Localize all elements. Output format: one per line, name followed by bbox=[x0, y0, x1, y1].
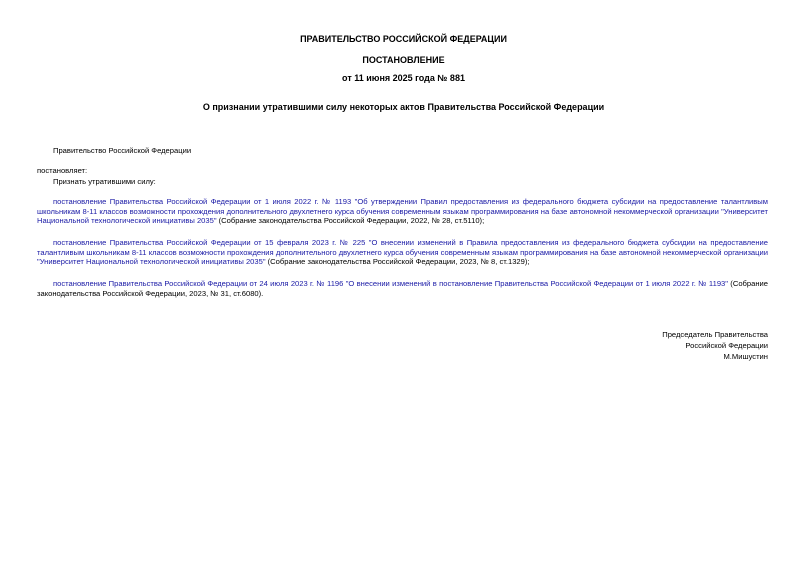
intro-text: Правительство Российской Федерации bbox=[53, 146, 192, 155]
doc-type-heading: ПОСТАНОВЛЕНИЕ bbox=[362, 55, 445, 65]
decree-link[interactable]: постановление Правительства Российской Федерации от 15 февраля 2023 г. № 225 "О внесении изменений в Правила предоставления из федерального бюджета субсидии на предоставление талантливым школьникам 8-11 классов возможности прохождения дополнительного двухлетнего курса обучения современным языкам программирования на базе автономной некоммерческой организации "Университет Национальной технологической инициативы 2035" bbox=[37, 238, 768, 267]
document-title: О признании утратившими силу некоторых актов Правительства Российской Федерации bbox=[202, 102, 605, 112]
recognize-text: Признать утратившими силу: bbox=[53, 177, 156, 186]
decree-link[interactable]: постановление Правительства Российской Федерации от 1 июля 2022 г. № 1193 "Об утверждении Правил предоставления из федерального бюджета субсидии на предоставление талантливым школьникам 8-11 классов возможности прохождения дополнительного двухлетнего курса обучения современным языкам программирования на базе автономной некоммерческой организации "Университет Национальной технологической инициативы 2035" bbox=[37, 197, 768, 226]
signature-name: М.Мишустин bbox=[723, 352, 768, 361]
decrees-text: постановляет: bbox=[37, 166, 88, 175]
list-item bbox=[37, 238, 768, 267]
date-number: от 11 июня 2025 года № 881 bbox=[342, 73, 465, 83]
government-heading: ПРАВИТЕЛЬСТВО РОССИЙСКОЙ ФЕДЕРАЦИИ bbox=[300, 34, 507, 44]
list-item bbox=[37, 279, 768, 298]
source-reference: (Собрание законодательства Российской Федерации, 2023, № 8, ст.1329); bbox=[265, 257, 530, 267]
decree-link[interactable]: постановление Правительства Российской Федерации от 24 июля 2023 г. № 1196 "О внесении изменений в постановление Правительства Российской Федерации от 1 июля 2022 г. № 1193" bbox=[53, 279, 728, 288]
source-reference: (Собрание законодательства Российской Федерации, 2022, № 28, ст.5110); bbox=[216, 216, 485, 226]
source-reference: (Собрание законодательства Российской Федерации, 2023, № 31, ст.6080). bbox=[37, 279, 768, 298]
signature-title: Председатель Правительства bbox=[662, 330, 768, 339]
list-item bbox=[37, 197, 768, 226]
signature-org: Российской Федерации bbox=[685, 341, 768, 350]
